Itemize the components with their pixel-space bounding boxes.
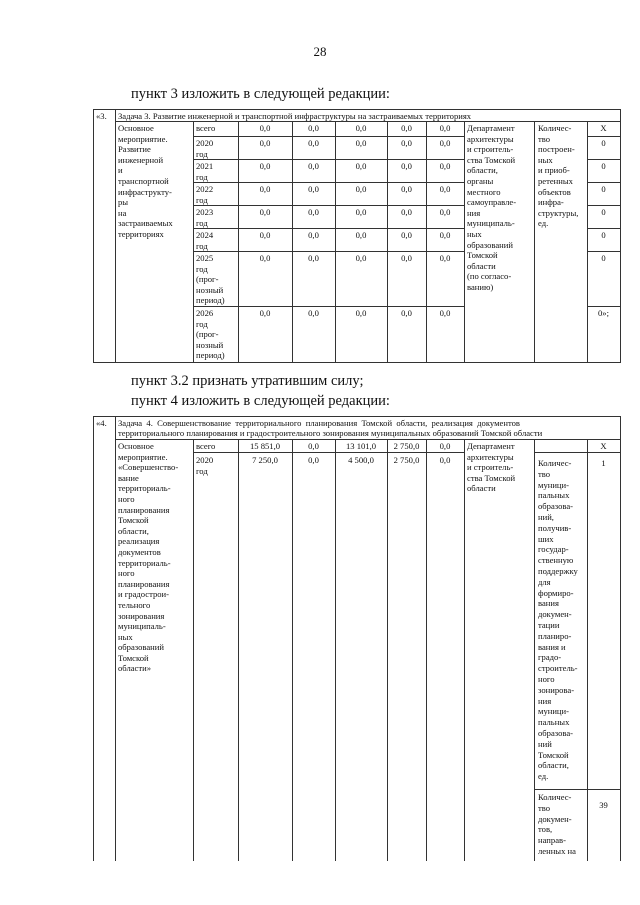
paragraph-point-3: пункт 3 изложить в следующей редакции:: [131, 86, 390, 102]
table2-indicator-documents: Количес- тво докумен- тов, направ- ленных на: [538, 792, 576, 856]
table1-executor: Департамент архитектуры и строитель- ства Томской области, органы местного самоуправле- ния муниципаль- ных образований Томской области (по согласо- ванию): [467, 123, 517, 292]
table2-task-title-line1: Задача 4. Совершенствование территориального планирования Томской области, реализация документов: [118, 418, 520, 428]
table2-number: «4.: [96, 418, 107, 428]
page-number: 28: [313, 44, 327, 59]
table1-indicator: Количес- тво построен- ных и приоб- ретенных объектов инфра- структуры, ед.: [538, 123, 579, 229]
table2-indicator-municipalities-value: 1: [601, 458, 606, 468]
table2-event: Основное мероприятие. «Совершенство- вание территориаль- ного планирования Томской области, реализация документов территориаль- ного планирования и градострои- тельного зонирования муниципаль- ных образований Томской области»: [118, 441, 179, 674]
table2-executor: Департамент архитектуры и строитель- ства Томской области: [467, 441, 516, 494]
table1-event: Основное мероприятие. Развитие инженерной и транспортной инфраструкту- ры на застраиваемых территориях: [118, 123, 173, 239]
paragraph-point-4: пункт 4 изложить в следующей редакции:: [131, 393, 390, 409]
table1-number: «3.: [96, 111, 107, 121]
table1-task-title: Задача 3. Развитие инженерной и транспортной инфраструктуры на застраиваемых территориях: [118, 111, 472, 121]
table2-task-title-line2: территориального планирования и градостроительного зонирования муниципальных образований Томской области: [118, 428, 543, 438]
paragraph-point-3-2: пункт 3.2 признать утратившим силу;: [131, 373, 364, 389]
table2-indicator-municipalities: Количес- тво муници- пальных образова- ний, получив- ших государ- ственную поддержку для формиро- вания докумен- тации планиро- вания и градо- строитель- ного зонирова- ния муници- пальных образова- ний Томской области, ед.: [538, 458, 578, 782]
table2-indicator-documents-value: 39: [599, 800, 608, 810]
